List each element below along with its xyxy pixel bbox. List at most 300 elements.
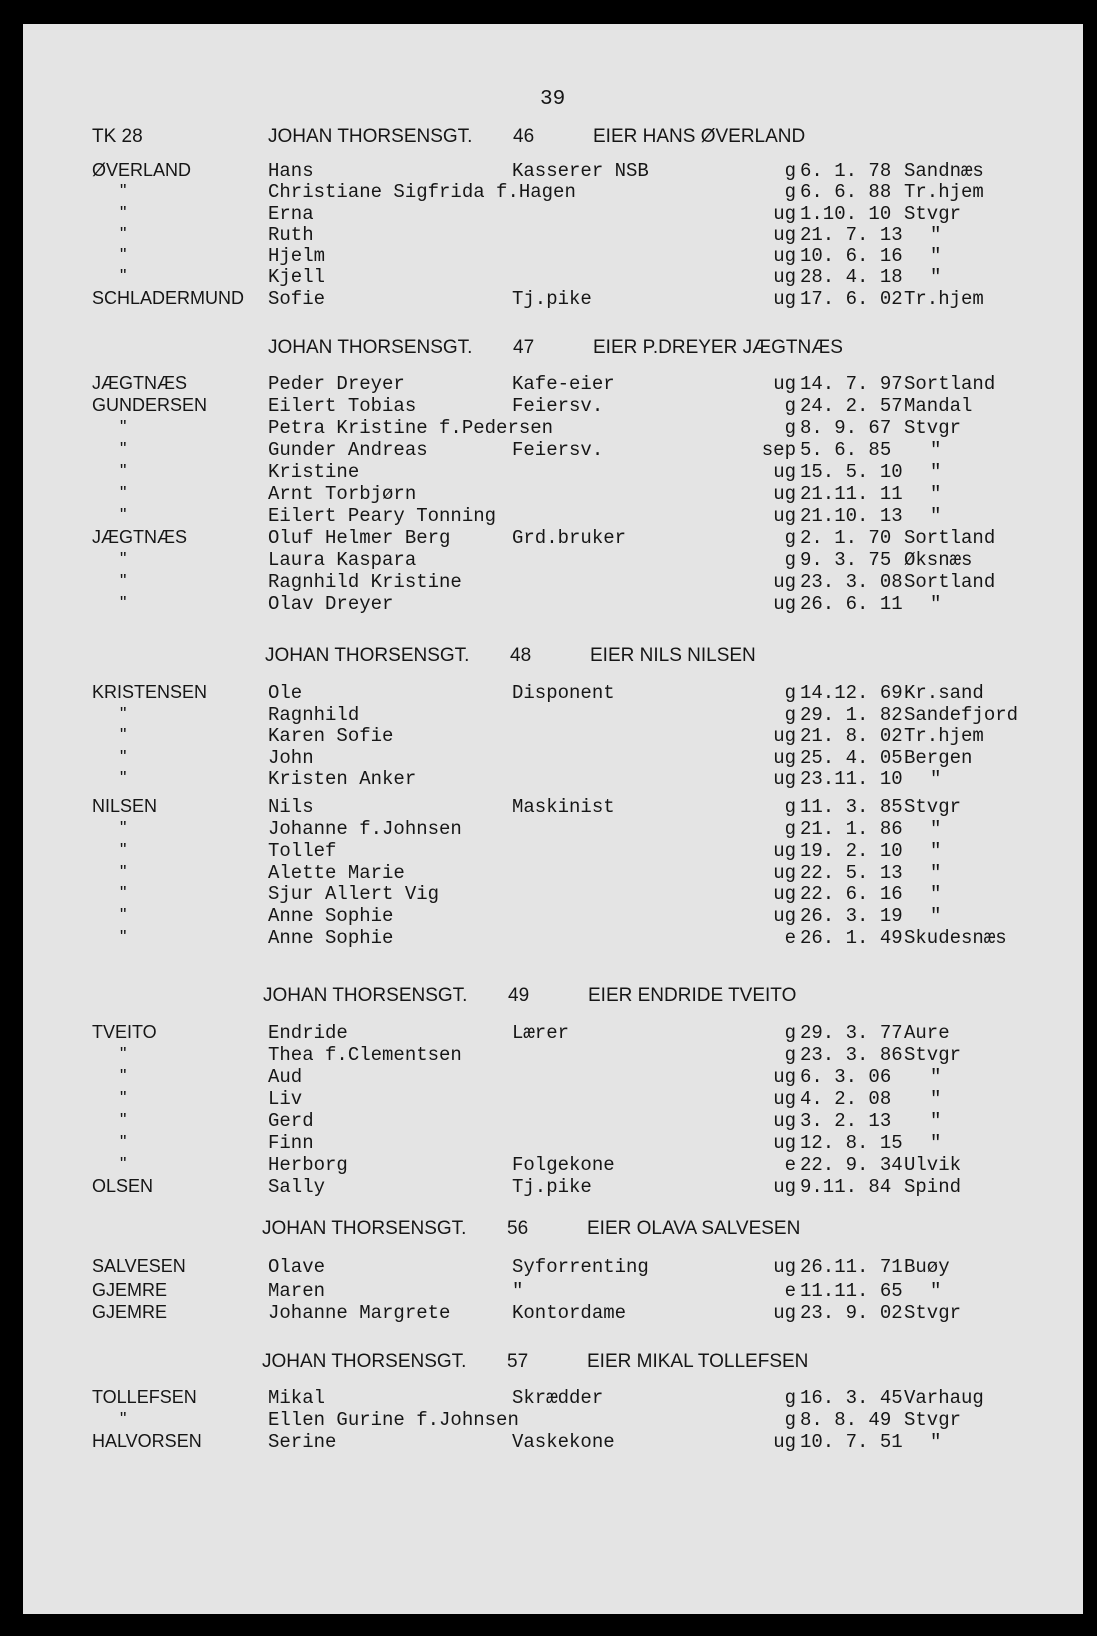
birth-date: 6. 3. 06 bbox=[800, 1066, 892, 1088]
resident-row bbox=[0, 373, 1097, 395]
resident-surname: TOLLEFSEN bbox=[92, 1387, 197, 1407]
birth-place: Sortland bbox=[904, 527, 996, 549]
marital-status: ug bbox=[773, 505, 796, 527]
resident-given-name: Christiane Sigfrida f.Hagen bbox=[268, 181, 576, 203]
resident-given-name: Arnt Torbjørn bbox=[268, 483, 417, 505]
birth-place: Aure bbox=[904, 1022, 950, 1044]
birth-date: 29. 3. 77 bbox=[800, 1022, 903, 1044]
resident-given-name: John bbox=[268, 747, 314, 769]
resident-given-name: Johanne f.Johnsen bbox=[268, 818, 462, 840]
marital-status: ug bbox=[773, 461, 796, 483]
birth-date: 8. 9. 67 bbox=[800, 417, 892, 439]
resident-surname: GUNDERSEN bbox=[92, 395, 208, 415]
birth-place: Kr.sand bbox=[904, 682, 984, 704]
resident-occupation: Feiersv. bbox=[512, 439, 604, 461]
resident-row bbox=[0, 818, 1097, 840]
birth-place: Mandal bbox=[904, 395, 973, 417]
resident-row bbox=[0, 1044, 1097, 1066]
resident-given-name: Ruth bbox=[268, 224, 314, 246]
resident-given-name: Kristine bbox=[268, 461, 360, 483]
resident-occupation: Tj.pike bbox=[512, 1176, 592, 1198]
resident-occupation: Skrædder bbox=[512, 1387, 604, 1409]
marital-status: g bbox=[784, 160, 796, 182]
birth-date: 9.11. 84 bbox=[800, 1176, 892, 1198]
birth-date: 22. 5. 13 bbox=[800, 862, 903, 884]
marital-status: ug bbox=[773, 1132, 796, 1154]
address-heading bbox=[268, 126, 868, 150]
street-name: JOHAN THORSENSGT. bbox=[268, 337, 473, 358]
marital-status: e bbox=[784, 1154, 796, 1176]
birth-place: " bbox=[930, 1110, 942, 1132]
birth-date: 17. 6. 02 bbox=[800, 288, 903, 310]
marital-status: ug bbox=[773, 224, 796, 246]
birth-place: Stvgr bbox=[904, 203, 962, 225]
birth-place: " bbox=[930, 224, 942, 246]
birth-date: 2. 1. 70 bbox=[800, 527, 892, 549]
resident-given-name: Alette Marie bbox=[268, 862, 405, 884]
marital-status: sep bbox=[761, 439, 796, 461]
birth-date: 25. 4. 05 bbox=[800, 747, 903, 769]
birth-place: Ulvik bbox=[904, 1154, 962, 1176]
birth-date: 29. 1. 82 bbox=[800, 704, 903, 726]
birth-place: " bbox=[930, 840, 942, 862]
resident-surname: JÆGTNÆS bbox=[92, 527, 188, 547]
resident-surname: " bbox=[120, 1154, 127, 1174]
birth-date: 14. 7. 97 bbox=[800, 373, 903, 395]
marital-status: g bbox=[784, 181, 796, 203]
birth-date: 12. 8. 15 bbox=[800, 1132, 903, 1154]
street-name: JOHAN THORSENSGT. bbox=[265, 645, 470, 666]
resident-surname: " bbox=[120, 768, 127, 788]
resident-row bbox=[0, 288, 1097, 310]
resident-row bbox=[0, 1431, 1097, 1453]
resident-given-name: Hans bbox=[268, 160, 314, 182]
resident-surname: OLSEN bbox=[92, 1176, 154, 1196]
marital-status: ug bbox=[773, 1302, 796, 1324]
resident-given-name: Petra Kristine f.Pedersen bbox=[268, 417, 554, 439]
resident-row bbox=[0, 1256, 1097, 1278]
resident-row bbox=[0, 1066, 1097, 1088]
birth-place: Skudesnæs bbox=[904, 927, 1007, 949]
resident-given-name: Sofie bbox=[268, 288, 326, 310]
resident-occupation: Feiersv. bbox=[512, 395, 604, 417]
birth-place: " bbox=[930, 245, 942, 267]
resident-occupation: " bbox=[512, 1280, 524, 1302]
marital-status: g bbox=[784, 549, 796, 571]
resident-surname: " bbox=[120, 1132, 127, 1152]
resident-row bbox=[0, 549, 1097, 571]
birth-place: " bbox=[930, 461, 942, 483]
birth-place: " bbox=[930, 1280, 942, 1302]
birth-date: 6. 6. 88 bbox=[800, 181, 892, 203]
resident-given-name: Erna bbox=[268, 203, 314, 225]
birth-date: 28. 4. 18 bbox=[800, 266, 903, 288]
marital-status: ug bbox=[773, 266, 796, 288]
resident-row bbox=[0, 1022, 1097, 1044]
resident-row bbox=[0, 725, 1097, 747]
marital-status: ug bbox=[773, 593, 796, 615]
property-owner: EIER P.DREYER JÆGTNÆS bbox=[593, 337, 843, 358]
resident-row bbox=[0, 571, 1097, 593]
resident-given-name: Olav Dreyer bbox=[268, 593, 394, 615]
birth-date: 14.12. 69 bbox=[800, 682, 903, 704]
birth-date: 23. 9. 02 bbox=[800, 1302, 903, 1324]
property-owner: EIER ENDRIDE TVEITO bbox=[588, 985, 797, 1006]
resident-surname: " bbox=[120, 417, 127, 437]
tk-label: TK 28 bbox=[92, 126, 143, 147]
birth-place: " bbox=[930, 1066, 942, 1088]
resident-row bbox=[0, 1176, 1097, 1198]
marital-status: ug bbox=[773, 1110, 796, 1132]
house-number: 56 bbox=[507, 1218, 529, 1239]
resident-row bbox=[0, 1132, 1097, 1154]
house-number: 47 bbox=[513, 337, 535, 358]
birth-date: 8. 8. 49 bbox=[800, 1409, 892, 1431]
birth-date: 6. 1. 78 bbox=[800, 160, 892, 182]
birth-place: Stvgr bbox=[904, 1302, 962, 1324]
birth-place: Sortland bbox=[904, 373, 996, 395]
resident-given-name: Olave bbox=[268, 1256, 326, 1278]
resident-row bbox=[0, 505, 1097, 527]
resident-row bbox=[0, 203, 1097, 225]
marital-status: ug bbox=[773, 1088, 796, 1110]
birth-place: Varhaug bbox=[904, 1387, 984, 1409]
resident-surname: GJEMRE bbox=[92, 1280, 168, 1300]
resident-row bbox=[0, 395, 1097, 417]
marital-status: g bbox=[784, 704, 796, 726]
resident-given-name: Tollef bbox=[268, 840, 337, 862]
resident-occupation: Kontordame bbox=[512, 1302, 627, 1324]
birth-date: 15. 5. 10 bbox=[800, 461, 903, 483]
marital-status: g bbox=[784, 395, 796, 417]
birth-place: Tr.hjem bbox=[904, 181, 984, 203]
resident-surname: " bbox=[120, 593, 127, 613]
birth-date: 21.10. 13 bbox=[800, 505, 903, 527]
birth-date: 9. 3. 75 bbox=[800, 549, 892, 571]
resident-surname: SALVESEN bbox=[92, 1256, 186, 1276]
birth-date: 11.11. 65 bbox=[800, 1280, 903, 1302]
birth-date: 5. 6. 85 bbox=[800, 439, 892, 461]
birth-place: " bbox=[930, 505, 942, 527]
resident-surname: KRISTENSEN bbox=[92, 682, 208, 702]
marital-status: g bbox=[784, 527, 796, 549]
marital-status: e bbox=[784, 1280, 796, 1302]
resident-surname: TVEITO bbox=[92, 1022, 157, 1042]
resident-occupation: Tj.pike bbox=[512, 288, 592, 310]
resident-given-name: Karen Sofie bbox=[268, 725, 394, 747]
resident-given-name: Eilert Peary Tonning bbox=[268, 505, 497, 527]
marital-status: ug bbox=[773, 483, 796, 505]
resident-given-name: Gunder Andreas bbox=[268, 439, 428, 461]
marital-status: ug bbox=[773, 288, 796, 310]
resident-row bbox=[0, 1088, 1097, 1110]
property-owner: EIER MIKAL TOLLEFSEN bbox=[587, 1351, 809, 1372]
resident-given-name: Serine bbox=[268, 1431, 337, 1453]
resident-surname: " bbox=[120, 439, 127, 459]
marital-status: ug bbox=[773, 1066, 796, 1088]
resident-surname: " bbox=[120, 505, 127, 525]
resident-surname: " bbox=[120, 1110, 127, 1130]
resident-surname: GJEMRE bbox=[92, 1302, 168, 1322]
resident-row bbox=[0, 682, 1097, 704]
resident-row bbox=[0, 704, 1097, 726]
resident-row bbox=[0, 1154, 1097, 1176]
resident-given-name: Kjell bbox=[268, 266, 326, 288]
resident-given-name: Nils bbox=[268, 796, 314, 818]
resident-surname: " bbox=[120, 203, 127, 223]
resident-row bbox=[0, 927, 1097, 949]
resident-given-name: Sally bbox=[268, 1176, 326, 1198]
resident-row bbox=[0, 1409, 1097, 1431]
marital-status: g bbox=[784, 1044, 796, 1066]
resident-given-name: Sjur Allert Vig bbox=[268, 883, 440, 905]
resident-row bbox=[0, 768, 1097, 790]
birth-place: " bbox=[930, 883, 942, 905]
birth-date: 22. 9. 34 bbox=[800, 1154, 903, 1176]
birth-place: " bbox=[930, 862, 942, 884]
resident-surname: " bbox=[120, 549, 127, 569]
marital-status: g bbox=[784, 1022, 796, 1044]
resident-given-name: Kristen Anker bbox=[268, 768, 417, 790]
property-owner: EIER NILS NILSEN bbox=[590, 645, 756, 666]
address-heading bbox=[268, 337, 868, 361]
birth-place: Bergen bbox=[904, 747, 973, 769]
resident-surname: " bbox=[120, 571, 127, 591]
birth-date: 10. 7. 51 bbox=[800, 1431, 903, 1453]
birth-place: Sandnæs bbox=[904, 160, 984, 182]
birth-date: 23.11. 10 bbox=[800, 768, 903, 790]
resident-surname: " bbox=[120, 1066, 127, 1086]
birth-date: 26. 1. 49 bbox=[800, 927, 903, 949]
resident-row bbox=[0, 883, 1097, 905]
resident-surname: " bbox=[120, 704, 127, 724]
birth-date: 26. 3. 19 bbox=[800, 905, 903, 927]
birth-date: 24. 2. 57 bbox=[800, 395, 903, 417]
birth-date: 22. 6. 16 bbox=[800, 883, 903, 905]
resident-row bbox=[0, 181, 1097, 203]
birth-place: Tr.hjem bbox=[904, 288, 984, 310]
property-owner: EIER OLAVA SALVESEN bbox=[587, 1218, 801, 1239]
resident-row bbox=[0, 439, 1097, 461]
street-name: JOHAN THORSENSGT. bbox=[262, 1218, 467, 1239]
birth-date: 26.11. 71 bbox=[800, 1256, 903, 1278]
birth-place: " bbox=[930, 768, 942, 790]
marital-status: g bbox=[784, 682, 796, 704]
birth-place: " bbox=[930, 905, 942, 927]
resident-given-name: Mikal bbox=[268, 1387, 326, 1409]
birth-date: 16. 3. 45 bbox=[800, 1387, 903, 1409]
resident-given-name: Ole bbox=[268, 682, 303, 704]
resident-row bbox=[0, 417, 1097, 439]
birth-date: 23. 3. 08 bbox=[800, 571, 903, 593]
resident-row bbox=[0, 483, 1097, 505]
resident-given-name: Oluf Helmer Berg bbox=[268, 527, 451, 549]
resident-occupation: Maskinist bbox=[512, 796, 615, 818]
resident-row bbox=[0, 1387, 1097, 1409]
resident-row bbox=[0, 527, 1097, 549]
resident-surname: " bbox=[120, 245, 127, 265]
birth-date: 3. 2. 13 bbox=[800, 1110, 892, 1132]
street-name: JOHAN THORSENSGT. bbox=[263, 985, 468, 1006]
birth-place: Stvgr bbox=[904, 1409, 962, 1431]
birth-place: " bbox=[930, 1088, 942, 1110]
property-owner: EIER HANS ØVERLAND bbox=[593, 126, 806, 147]
resident-given-name: Ragnhild bbox=[268, 704, 360, 726]
resident-row bbox=[0, 593, 1097, 615]
resident-row bbox=[0, 840, 1097, 862]
birth-place: Buøy bbox=[904, 1256, 950, 1278]
birth-place: Stvgr bbox=[904, 796, 962, 818]
resident-surname: " bbox=[120, 224, 127, 244]
marital-status: g bbox=[784, 818, 796, 840]
resident-surname: SCHLADERMUND bbox=[92, 288, 245, 308]
house-number: 46 bbox=[513, 126, 535, 147]
resident-surname: " bbox=[120, 883, 127, 903]
resident-given-name: Ellen Gurine f.Johnsen bbox=[268, 1409, 519, 1431]
birth-place: " bbox=[930, 266, 942, 288]
resident-row bbox=[0, 266, 1097, 288]
resident-occupation: Kasserer NSB bbox=[512, 160, 649, 182]
resident-given-name: Eilert Tobias bbox=[268, 395, 417, 417]
birth-date: 10. 6. 16 bbox=[800, 245, 903, 267]
birth-date: 11. 3. 85 bbox=[800, 796, 903, 818]
birth-place: Spind bbox=[904, 1176, 962, 1198]
resident-row bbox=[0, 796, 1097, 818]
resident-given-name: Anne Sophie bbox=[268, 927, 394, 949]
address-heading bbox=[265, 645, 865, 669]
resident-given-name: Thea f.Clementsen bbox=[268, 1044, 462, 1066]
resident-given-name: Finn bbox=[268, 1132, 314, 1154]
resident-surname: " bbox=[120, 181, 127, 201]
birth-date: 21. 7. 13 bbox=[800, 224, 903, 246]
birth-place: Stvgr bbox=[904, 417, 962, 439]
birth-place: " bbox=[930, 1431, 942, 1453]
house-number: 57 bbox=[507, 1351, 529, 1372]
marital-status: g bbox=[784, 1409, 796, 1431]
resident-surname: " bbox=[120, 1409, 127, 1429]
house-number: 49 bbox=[508, 985, 530, 1006]
resident-row bbox=[0, 461, 1097, 483]
birth-place: Tr.hjem bbox=[904, 725, 984, 747]
resident-surname: NILSEN bbox=[92, 796, 158, 816]
resident-surname: " bbox=[120, 927, 127, 947]
resident-surname: JÆGTNÆS bbox=[92, 373, 188, 393]
resident-surname: " bbox=[120, 905, 127, 925]
birth-place: " bbox=[930, 439, 942, 461]
birth-place: Sortland bbox=[904, 571, 996, 593]
resident-given-name: Herborg bbox=[268, 1154, 348, 1176]
marital-status: ug bbox=[773, 725, 796, 747]
marital-status: ug bbox=[773, 1176, 796, 1198]
resident-given-name: Liv bbox=[268, 1088, 303, 1110]
resident-surname: " bbox=[120, 725, 127, 745]
street-name: JOHAN THORSENSGT. bbox=[262, 1351, 467, 1372]
resident-given-name: Gerd bbox=[268, 1110, 314, 1132]
resident-given-name: Laura Kaspara bbox=[268, 549, 417, 571]
resident-occupation: Lærer bbox=[512, 1022, 570, 1044]
resident-occupation: Vaskekone bbox=[512, 1431, 615, 1453]
resident-given-name: Endride bbox=[268, 1022, 348, 1044]
resident-surname: " bbox=[120, 266, 127, 286]
marital-status: ug bbox=[773, 1431, 796, 1453]
birth-date: 21. 1. 86 bbox=[800, 818, 903, 840]
resident-surname: " bbox=[120, 483, 127, 503]
resident-given-name: Peder Dreyer bbox=[268, 373, 405, 395]
resident-occupation: Disponent bbox=[512, 682, 615, 704]
birth-place: " bbox=[930, 593, 942, 615]
resident-surname: " bbox=[120, 747, 127, 767]
birth-place: Øksnæs bbox=[904, 549, 973, 571]
marital-status: ug bbox=[773, 840, 796, 862]
resident-given-name: Hjelm bbox=[268, 245, 326, 267]
resident-surname: " bbox=[120, 1088, 127, 1108]
marital-status: ug bbox=[773, 883, 796, 905]
resident-row bbox=[0, 862, 1097, 884]
address-heading bbox=[262, 1218, 862, 1242]
birth-date: 21. 8. 02 bbox=[800, 725, 903, 747]
marital-status: ug bbox=[773, 747, 796, 769]
resident-given-name: Ragnhild Kristine bbox=[268, 571, 462, 593]
marital-status: e bbox=[784, 927, 796, 949]
resident-row bbox=[0, 1110, 1097, 1132]
resident-given-name: Anne Sophie bbox=[268, 905, 394, 927]
marital-status: ug bbox=[773, 373, 796, 395]
birth-date: 1.10. 10 bbox=[800, 203, 892, 225]
birth-date: 4. 2. 08 bbox=[800, 1088, 892, 1110]
marital-status: ug bbox=[773, 905, 796, 927]
resident-row bbox=[0, 160, 1097, 182]
resident-occupation: Syforrenting bbox=[512, 1256, 649, 1278]
birth-date: 21.11. 11 bbox=[800, 483, 903, 505]
resident-row bbox=[0, 905, 1097, 927]
marital-status: g bbox=[784, 796, 796, 818]
street-name: JOHAN THORSENSGT. bbox=[268, 126, 473, 147]
marital-status: ug bbox=[773, 862, 796, 884]
marital-status: ug bbox=[773, 768, 796, 790]
resident-row bbox=[0, 747, 1097, 769]
address-heading bbox=[262, 1351, 862, 1375]
marital-status: g bbox=[784, 417, 796, 439]
resident-occupation: Folgekone bbox=[512, 1154, 615, 1176]
birth-date: 23. 3. 86 bbox=[800, 1044, 903, 1066]
resident-surname: " bbox=[120, 840, 127, 860]
birth-date: 19. 2. 10 bbox=[800, 840, 903, 862]
birth-place: Sandefjord bbox=[904, 704, 1019, 726]
birth-place: " bbox=[930, 1132, 942, 1154]
birth-place: " bbox=[930, 483, 942, 505]
resident-surname: " bbox=[120, 1044, 127, 1064]
resident-row bbox=[0, 1280, 1097, 1302]
resident-given-name: Maren bbox=[268, 1280, 326, 1302]
marital-status: ug bbox=[773, 245, 796, 267]
page-number: 39 bbox=[540, 88, 566, 111]
birth-date: 26. 6. 11 bbox=[800, 593, 903, 615]
resident-surname: " bbox=[120, 862, 127, 882]
marital-status: g bbox=[784, 1387, 796, 1409]
address-heading bbox=[263, 985, 863, 1009]
marital-status: ug bbox=[773, 571, 796, 593]
resident-row bbox=[0, 245, 1097, 267]
resident-row bbox=[0, 224, 1097, 246]
birth-place: Stvgr bbox=[904, 1044, 962, 1066]
resident-surname: ØVERLAND bbox=[92, 160, 192, 180]
marital-status: ug bbox=[773, 203, 796, 225]
house-number: 48 bbox=[510, 645, 532, 666]
resident-row bbox=[0, 1302, 1097, 1324]
resident-given-name: Aud bbox=[268, 1066, 303, 1088]
resident-surname: HALVORSEN bbox=[92, 1431, 202, 1451]
birth-place: " bbox=[930, 818, 942, 840]
